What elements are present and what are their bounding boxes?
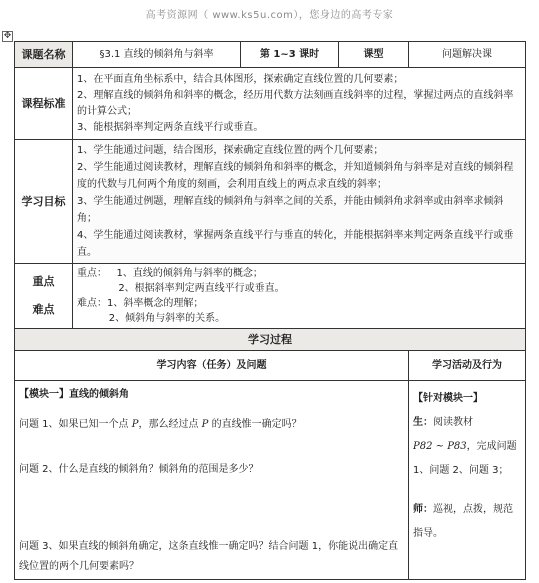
process-title: 学习过程 bbox=[15, 329, 526, 351]
module-row bbox=[15, 381, 526, 580]
key-label: 重点 bbox=[32, 275, 55, 288]
watermark: 高考资源网（ www.ks5u.com），您身边的高考专家 bbox=[145, 10, 394, 21]
standards-line: 2、理解直线的倾斜角和斜率的概念，经历用代数方法刻画直线斜率的过程，掌握过两点的直线斜率的计算公式； bbox=[77, 89, 514, 117]
goal-line: 3、学生能通过例题，理解直线的倾斜角与斜率之间的关系，并能由倾斜角求斜率或由斜率求倾斜角； bbox=[77, 196, 504, 224]
question-3: 问题 3、如果直线的倾斜角确定，这条直线惟一确定吗？结合问题 1，你能说出确定直线位置的两个几何要素吗？ bbox=[19, 541, 399, 572]
goal-line: 4、学生能通过阅读教材，掌握两条直线平行与垂直的转化，并能根据斜率来判定两条直线平行或垂直。 bbox=[77, 230, 514, 258]
process-title-row bbox=[15, 329, 526, 351]
lesson-name-label: 课题名称 bbox=[15, 42, 73, 68]
question-2: 问题 2、什么是直线的倾斜角？倾斜角的范围是多少？ bbox=[19, 464, 259, 475]
key-line: 2、根据斜率判定两直线平行或垂直。 bbox=[77, 283, 285, 294]
standards-line: 1、在平面直角坐标系中，结合具体图形，探索确定直线位置的几何要素； bbox=[77, 73, 404, 85]
key-line: 难点：1、斜率概念的理解； bbox=[77, 298, 204, 309]
difficulty-label: 难点 bbox=[32, 303, 55, 316]
key-line: 重点： 1、直线的倾斜角与斜率的概念； bbox=[77, 268, 263, 279]
lesson-type-label: 课型 bbox=[339, 42, 409, 68]
period-label: 第 1~3 课时 bbox=[241, 42, 339, 68]
teacher-activity: 师：巡视，点拨，规范指导。 bbox=[413, 504, 514, 539]
activity-column-header: 学习活动及行为 bbox=[409, 351, 526, 381]
goal-line: 2、学生能通过阅读教材，理解直线的倾斜角和斜率的概念，并知道倾斜角与斜率是对直线的倾斜程度的代数与几何两个角度的刻画，会利用直线上的两点求直线的斜率； bbox=[77, 162, 514, 190]
key-line: 2、倾斜角与斜率的关系。 bbox=[77, 313, 226, 324]
lesson-type-value: 问题解决课 bbox=[409, 42, 526, 68]
content-column-header: 学习内容（任务）及问题 bbox=[15, 351, 409, 381]
activity-content bbox=[409, 381, 526, 580]
module-content bbox=[15, 381, 409, 580]
student-activity: 生：阅读教材 bbox=[413, 417, 474, 428]
process-header-row bbox=[15, 351, 526, 381]
goals-content bbox=[73, 140, 526, 264]
standards-label: 课程标准 bbox=[15, 68, 73, 140]
standards-content bbox=[73, 68, 526, 140]
lesson-name-value: §3.1 直线的倾斜角与斜率 bbox=[73, 42, 241, 68]
activity-title: 【针对模块一】 bbox=[413, 393, 484, 404]
goals-label: 学习目标 bbox=[15, 140, 73, 264]
key-points-row bbox=[15, 264, 526, 329]
standards-row bbox=[15, 68, 526, 140]
question-1: 问题 1、如果已知一个点 P，那么经过点 P 的直线惟一确定吗？ bbox=[19, 419, 302, 430]
goals-row bbox=[15, 140, 526, 264]
header-row bbox=[15, 42, 526, 68]
standards-line: 3、能根据斜率判定两条直线平行或垂直。 bbox=[77, 121, 264, 133]
module-title: 【模块一】直线的倾斜角 bbox=[19, 389, 129, 400]
key-points-label bbox=[15, 264, 73, 329]
key-points-content bbox=[73, 264, 526, 329]
lesson-plan-table bbox=[14, 41, 526, 580]
goal-line: 1、学生能通过问题，结合图形，探索确定直线位置的两个几何要素； bbox=[77, 145, 384, 156]
student-activity-pages: P82 ~ P83，完成问题 1、问题 2、问题 3； bbox=[413, 441, 517, 476]
table-move-handle-icon[interactable]: ✥ bbox=[3, 31, 12, 41]
